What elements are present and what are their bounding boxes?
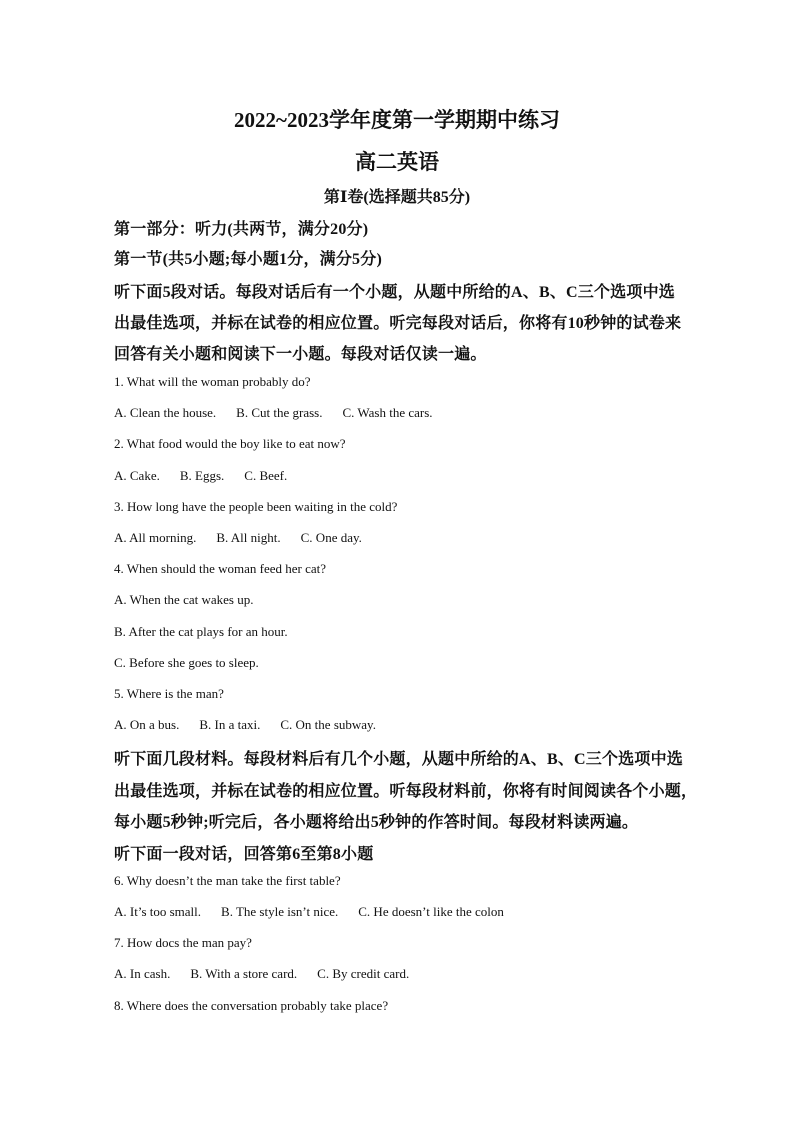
section2-instruction-line: 出最佳选项，并标在试卷的相应位置。听每段材料前，你将有时间阅读各个小题， [114, 783, 698, 800]
question-options [114, 966, 409, 982]
option-a: A. It’s too small. [114, 904, 202, 919]
question-text: 5. Where is the man? [114, 686, 224, 701]
volume-heading: 第Ⅰ卷(选择题共85分) [323, 189, 471, 206]
option-c: C. He doesn’t like the colon [358, 904, 504, 919]
option-c: C. Wash the cars. [342, 405, 433, 420]
option-b: B. In a taxi. [199, 717, 261, 732]
option-b: B. With a store card. [190, 966, 298, 981]
option-a: A. When the cat wakes up. [114, 592, 254, 607]
option-b: B. Cut the grass. [236, 405, 323, 420]
question-options [114, 405, 433, 421]
option-a: A. Clean the house. [114, 405, 217, 420]
dialogue-heading: 听下面一段对话，回答第6至第8小题 [114, 846, 374, 863]
option-c: C. One day. [300, 530, 362, 545]
question-text: 1. What will the woman probably do? [114, 374, 311, 389]
option-b: B. Eggs. [179, 468, 225, 483]
exam-subject: 高二英语 [355, 150, 439, 174]
option-b: B. The style isn’t nice. [221, 904, 339, 919]
part1-heading: 第一部分：听力(共两节，满分20分) [114, 221, 369, 238]
section1-instruction-line: 出最佳选项，并标在试卷的相应位置。听完每段对话后，你将有10秒钟的试卷来 [114, 315, 682, 332]
section1-heading: 第一节(共5小题;每小题1分，满分5分) [114, 251, 382, 268]
question-text: 7. How docs the man pay? [114, 935, 252, 950]
section2-instruction-line: 听下面几段材料。每段材料后有几个小题，从题中所给的A、B、C三个选项中选 [114, 751, 683, 768]
option-a: A. All morning. [114, 530, 197, 545]
section2-instruction-line: 每小题5秒钟;听完后，各小题将给出5秒钟的作答时间。每段材料读两遍。 [114, 814, 639, 831]
option-b: B. All night. [216, 530, 281, 545]
question-options [114, 717, 376, 733]
question-text: 8. Where does the conversation probably take place? [114, 998, 389, 1013]
section1-instruction-line: 听下面5段对话。每段对话后有一个小题，从题中所给的A、B、C三个选项中选 [114, 284, 675, 301]
question-options [114, 904, 504, 920]
option-c: C. Beef. [244, 468, 288, 483]
question-options [114, 530, 362, 546]
option-c: C. By credit card. [317, 966, 410, 981]
option-a: A. On a bus. [114, 717, 180, 732]
question-options [114, 468, 287, 484]
question-text: 4. When should the woman feed her cat? [114, 561, 327, 576]
exam-title: 2022~2023学年度第一学期期中练习 [234, 108, 560, 132]
option-a: A. Cake. [114, 468, 160, 483]
question-text: 6. Why doesn’t the man take the first table? [114, 873, 341, 888]
question-text: 3. How long have the people been waiting in the cold? [114, 499, 398, 514]
option-a: A. In cash. [114, 966, 171, 981]
section1-instruction-line: 回答有关小题和阅读下一小题。每段对话仅读一遍。 [114, 346, 487, 363]
option-c: C. Before she goes to sleep. [114, 655, 259, 670]
option-c: C. On the subway. [280, 717, 376, 732]
option-b: B. After the cat plays for an hour. [114, 624, 288, 639]
question-text: 2. What food would the boy like to eat now? [114, 436, 346, 451]
